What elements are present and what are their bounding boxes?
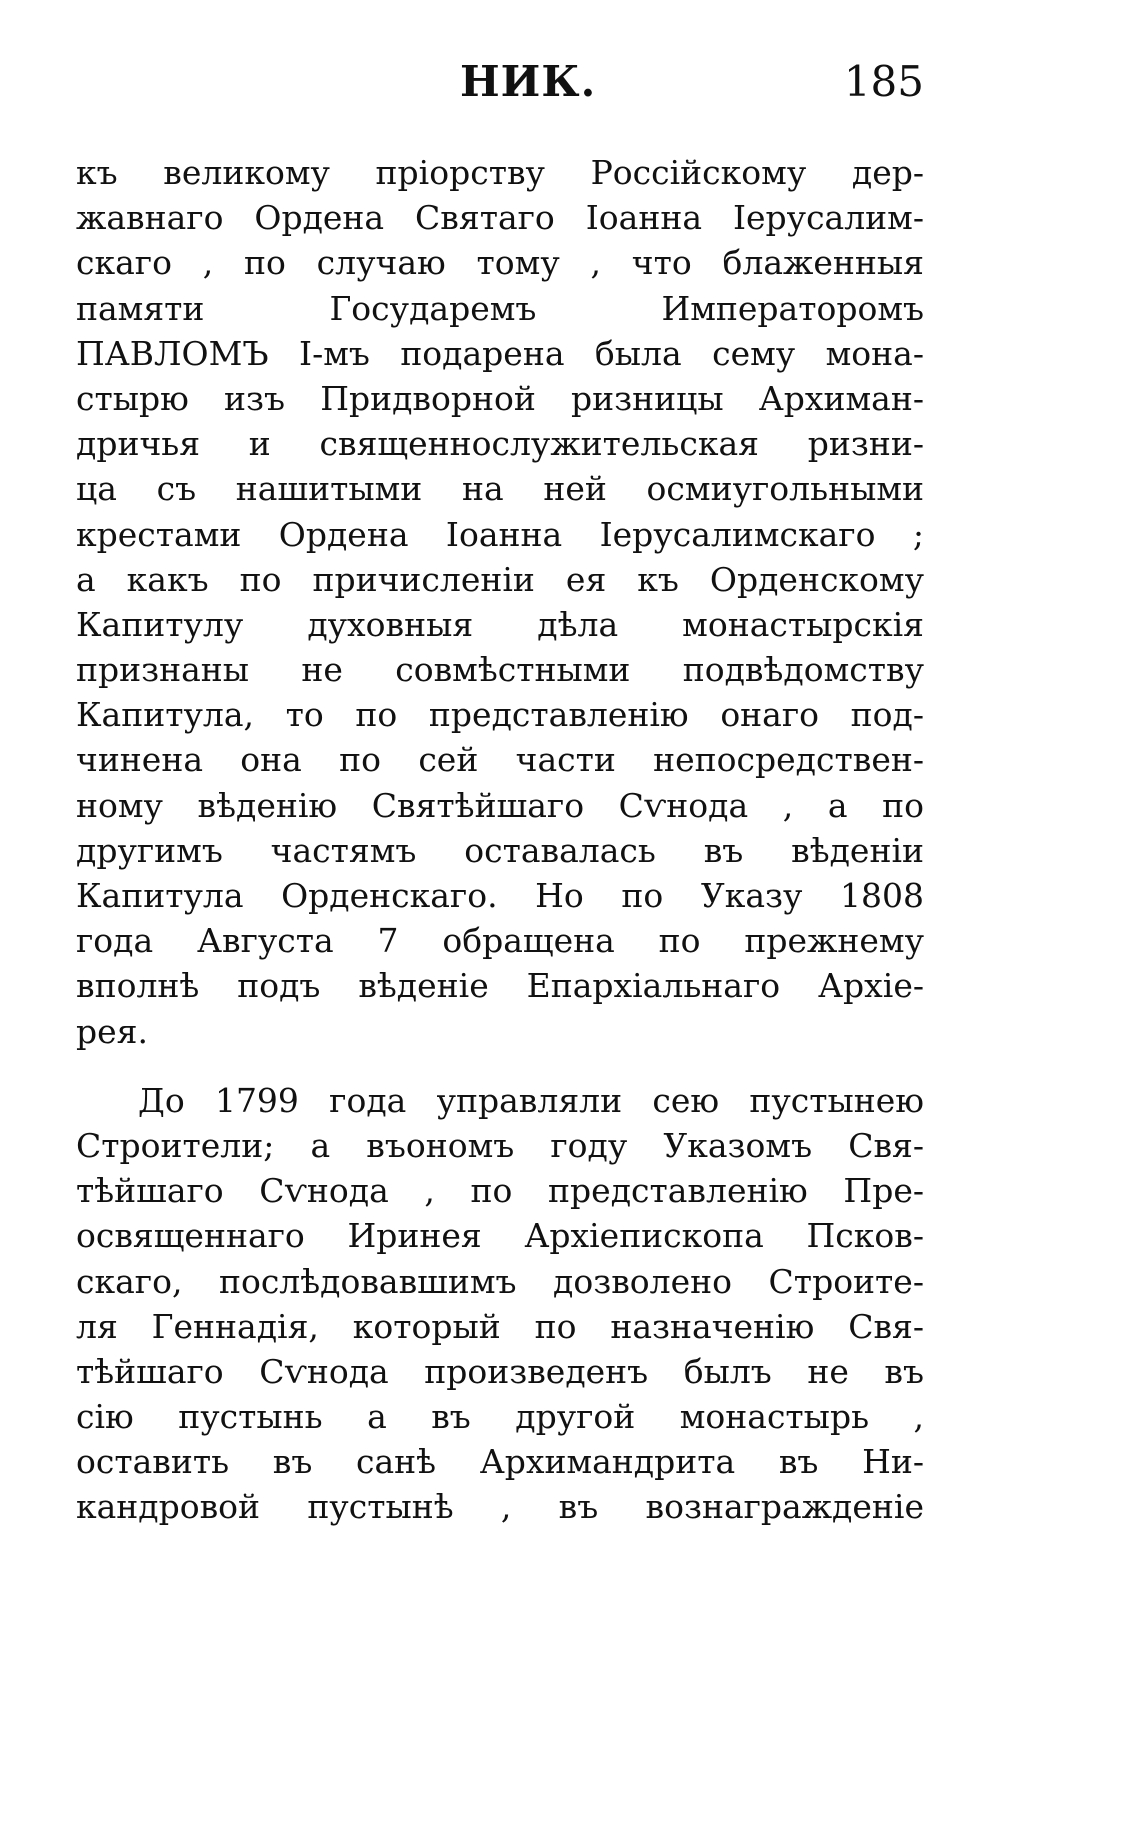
text-line: дричья и священнослужительская ризни- — [76, 424, 924, 464]
text-line: ПАВЛОМЪ І-мъ подарена была сему мона- — [76, 333, 924, 373]
text-line: кандровой пустынѣ , въ вознагражденіе — [76, 1487, 924, 1527]
text-line: Капитула Орденскаго. Но по Указу 1808 — [76, 876, 924, 915]
text-line: признаны не совмѣстными подвѣдомству — [76, 650, 924, 690]
paragraph-2 — [76, 1078, 924, 1530]
page-header — [76, 52, 924, 112]
text-line: Капитулу духовныя дѣла монастырскія — [76, 604, 924, 644]
text-line: До 1799 года управляли сею пустынею — [138, 1080, 924, 1120]
paragraph-1 — [76, 150, 924, 1054]
text-line: тѣйшаго Сѵнода , по представленію Пре- — [76, 1171, 924, 1211]
text-line: а какъ по причисленіи ея къ Орденскому — [76, 559, 924, 599]
text-line: чинена она по сей части непосредствен- — [76, 740, 924, 780]
text-line: освященнаго Иринея Архіепископа Псков- — [76, 1216, 924, 1256]
text-line: рея. — [76, 1011, 148, 1051]
text-line: стырю изъ Придворной ризницы Архиман- — [76, 378, 924, 418]
text-line: ному вѣденію Святѣйшаго Сѵнода , а по — [76, 785, 924, 825]
text-line: скаго, послѣдовавшимъ дозволено Строите- — [76, 1261, 924, 1301]
body-text — [76, 150, 924, 1530]
text-line: жавнаго Ордена Святаго Іоанна Іерусалим- — [76, 198, 924, 238]
running-head: НИК. — [460, 57, 597, 106]
text-line: скаго , по случаю тому , что блаженныя — [76, 243, 924, 283]
page-number: 185 — [843, 57, 924, 106]
text-line: крестами Ордена Іоанна Іерусалимскаго ; — [76, 514, 924, 554]
text-line: къ великому пріорству Россійскому дер- — [76, 153, 924, 192]
text-line: ца съ нашитыми на ней осмиугольными — [76, 469, 924, 509]
text-line: другимъ частямъ оставалась въ вѣденіи — [76, 830, 924, 870]
text-line: сію пустынь а въ другой монастырь , — [76, 1397, 924, 1437]
text-line: оставить въ санѣ Архимандрита въ Ни- — [76, 1442, 924, 1482]
text-line: Строители; а въономъ году Указомъ Свя- — [76, 1125, 924, 1165]
text-line: года Августа 7 обращена по прежнему — [76, 921, 924, 961]
text-line: Капитула, то по представленію онаго под- — [76, 695, 924, 735]
text-line: памяти Государемъ Императоромъ — [76, 288, 924, 328]
text-line: ля Геннадія, который по назначенію Свя- — [76, 1306, 924, 1346]
text-line: тѣйшаго Сѵнода произведенъ былъ не въ — [76, 1351, 924, 1391]
text-line: вполнѣ подъ вѣденіе Епархіальнаго Архіе- — [76, 966, 924, 1006]
paragraph-gap — [76, 1054, 924, 1078]
